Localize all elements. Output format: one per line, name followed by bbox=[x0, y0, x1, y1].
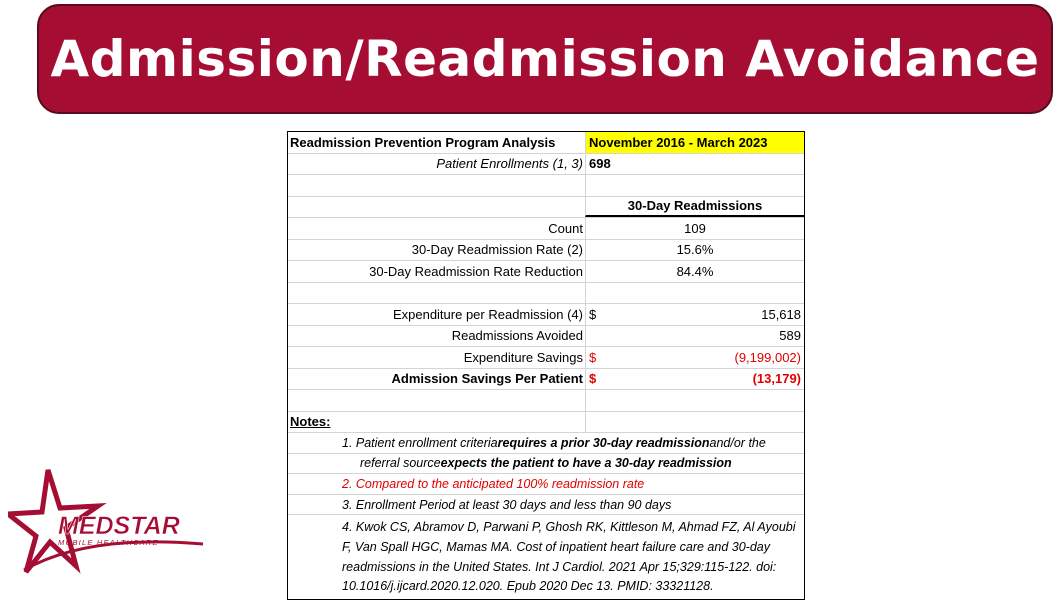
savings-label: Expenditure Savings bbox=[463, 349, 583, 365]
per-patient-value: (13,179) bbox=[752, 371, 801, 387]
header-label: Readmission Prevention Program Analysis bbox=[290, 134, 556, 150]
analysis-table bbox=[287, 131, 805, 600]
savings-value: (9,199,002) bbox=[734, 349, 801, 365]
notes-heading: Notes: bbox=[290, 414, 331, 430]
count-label: Count bbox=[548, 220, 583, 236]
expenditure-row bbox=[288, 303, 804, 325]
note-1-line-1 bbox=[288, 432, 804, 453]
count-value: 109 bbox=[585, 218, 804, 239]
note-3: 3. Enrollment Period at least 30 days and less than 90 days bbox=[288, 494, 804, 515]
avoided-row bbox=[288, 325, 804, 347]
note-1-tail: and/or the bbox=[709, 435, 766, 450]
star-swoosh-icon bbox=[8, 466, 208, 576]
expend-value: 15,618 bbox=[761, 306, 801, 322]
savings-currency: $ bbox=[589, 349, 597, 365]
blank-row bbox=[288, 174, 804, 196]
reduction-label: 30-Day Readmission Rate Reduction bbox=[369, 263, 583, 279]
expend-label: Expenditure per Readmission (4) bbox=[392, 306, 583, 322]
enroll-value: 698 bbox=[585, 154, 804, 175]
rate-value: 15.6% bbox=[585, 240, 804, 261]
enroll-label: Patient Enrollments (1, 3) bbox=[436, 156, 583, 172]
logo-wordmark: MEDSTAR bbox=[58, 512, 180, 540]
logo-tagline: MOBILE HEALTHCARE bbox=[58, 538, 159, 547]
blank-row bbox=[288, 389, 804, 411]
per-patient-label: Admission Savings Per Patient bbox=[391, 371, 583, 387]
col-header: 30-Day Readmissions bbox=[585, 197, 804, 218]
note-1-text-2: referral source bbox=[360, 456, 441, 471]
medstar-logo bbox=[8, 466, 208, 576]
notes-heading-row bbox=[288, 411, 804, 433]
savings-row bbox=[288, 346, 804, 368]
table-header-row bbox=[288, 131, 804, 153]
avoided-value: 589 bbox=[585, 326, 804, 347]
header-period: November 2016 - March 2023 bbox=[585, 132, 804, 153]
rate-label: 30-Day Readmission Rate (2) bbox=[411, 242, 583, 258]
note-4: 4. Kwok CS, Abramov D, Parwani P, Ghosh RK, Kittleson M, Ahmad FZ, Al Ayoubi F, Van Spall HGC, Mamas MA. Cost of inpatient heart failure care and 30-day readmissions in the United States. Int J Cardiol. 2021 Apr 15;329:115-122. doi: 10.1016/j.ijcard.2020.12.020. Epub 2020 Dec 13. PMID: 33321128. bbox=[288, 514, 804, 598]
blank-row bbox=[288, 282, 804, 304]
per-patient-row bbox=[288, 368, 804, 390]
avoided-label: Readmissions Avoided bbox=[451, 328, 583, 344]
note-1-text: 1. Patient enrollment criteria bbox=[342, 435, 498, 450]
page-title: Admission/Readmission Avoidance bbox=[50, 30, 1040, 88]
reduction-row bbox=[288, 260, 804, 282]
note-2: 2. Compared to the anticipated 100% readmission rate bbox=[288, 473, 804, 494]
column-header-row bbox=[288, 196, 804, 218]
note-1-line-2 bbox=[288, 453, 804, 474]
note-1-emphasis-2: expects the patient to have a 30-day readmission bbox=[440, 456, 732, 471]
expend-currency: $ bbox=[589, 306, 597, 322]
reduction-value: 84.4% bbox=[585, 261, 804, 282]
rate-row bbox=[288, 239, 804, 261]
title-banner bbox=[37, 4, 1053, 114]
enrollment-row bbox=[288, 153, 804, 175]
per-patient-currency: $ bbox=[589, 371, 597, 387]
note-1-emphasis: requires a prior 30-day readmission bbox=[497, 435, 710, 450]
count-row bbox=[288, 217, 804, 239]
